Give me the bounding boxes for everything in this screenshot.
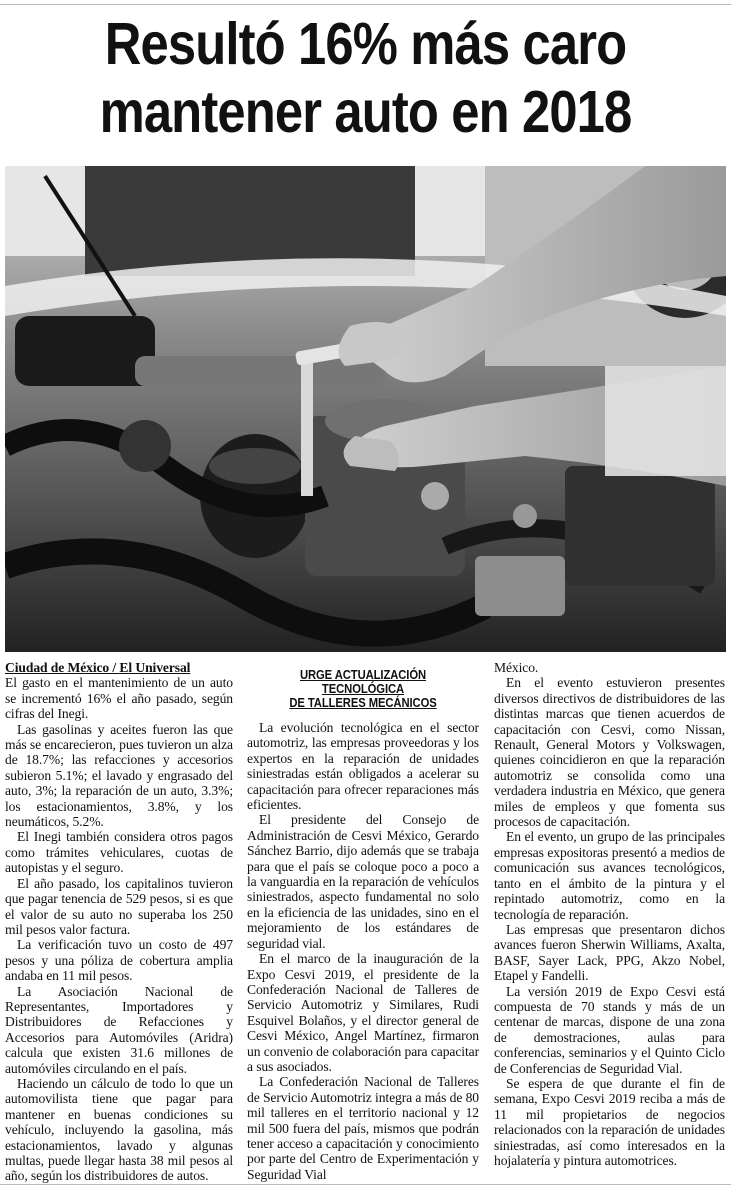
subheadline <box>259 668 468 710</box>
paragraph: La versión 2019 de Expo Cesvi está compuesta de 70 stands y más de un centenar de marcas, dispone de una zona de demostraciones, aulas para conferencias, seminarios y el Quinto Ciclo de Conferencias de Seguridad Vial. <box>494 983 725 1076</box>
subheadline-line-1: URGE ACTUALIZACIÓN TECNOLÓGICA <box>299 668 427 696</box>
paragraph: En el evento estuvieron presentes diversos directivos de distribuidores de las distintas marcas que tienen acuerdos de capacitación con Cesvi, como Nissan, Renault, General Motors y Volkswagen, quienes coincidieron en que la reparación automotriz se consolida como una verdadera industria en México, que genera miles de empleos y que fomenta sus procesos de capacitación. <box>494 675 725 830</box>
paragraph: Haciendo un cálculo de todo lo que un automovilista tiene que pagar para mantener en buenas condiciones su vehículo, incluyendo la gasolina, más estacionamientos, lavado y algunas multas, puede llegar hasta 38 mil pesos al año, según los distribuidores de autos. <box>5 1075 233 1184</box>
top-rule <box>0 4 731 5</box>
paragraph: La Asociación Nacional de Representantes, Importadores y Distribuidores de Refacciones y Accesorios para Automóviles (Aridra) calcula que existen 31.6 millones de automóviles circulando en el país. <box>5 983 233 1076</box>
paragraph: La verificación tuvo un costo de 497 pesos y una póliza de cobertura amplia andaba en 11 mil pesos. <box>5 937 233 984</box>
paragraph: Las gasolinas y aceites fueron las que más se encarecieron, pues tuvieron un alza de 18.7%; las refacciones y accesorios subieron 5.1%; el lavado y engrasado del auto, 3%; la reparación de un auto, 3.3%; los estacionamientos, 3.8%, y los neumáticos, 5.2%. <box>5 721 233 830</box>
paragraph: México. <box>494 660 539 675</box>
paragraph: En el evento, un grupo de las principales empresas expositoras presentó a medios de comunicación sus avances tecnológicos, tanto en el ámbito de la pintura y el repintado automotriz, como en la tecnología de reparación. <box>494 829 725 922</box>
headline-line-1: Resultó 16% más caro <box>104 11 627 77</box>
paragraph: El presidente del Consejo de Administración de Cesvi México, Gerardo Sánchez Barrio, dijo además que se trabaja para que el país se coloque poco a poco a la vanguardia en la reparación de vehículos siniestrados, aspecto fundamental no solo en la eficiencia de las unidades, sino en el mejoramiento de los estándares de seguridad vial. <box>247 812 479 951</box>
paragraph: El Inegi también considera otros pagos como trámites vehiculares, cuotas de autopistas y el seguro. <box>5 829 233 876</box>
dateline: Ciudad de México / El Universal <box>5 660 191 675</box>
paragraph: La Confederación Nacional de Talleres de Servicio Automotriz integra a más de 80 mil talleres en el territorio nacional y 12 mil 500 fuera del país, mismos que podrán tener acceso a capacitación y conocimiento por parte del Centro de Experimentación y Seguridad Vial <box>247 1074 479 1182</box>
subheadline-line-2: DE TALLERES MECÁNICOS <box>289 696 437 710</box>
paragraph: El año pasado, los capitalinos tuvieron que pagar tenencia de 529 pesos, si es que el valor de su auto no superaba los 250 mil pesos valor factura. <box>5 875 233 937</box>
paragraph: Las empresas que presentaron dichos avances fueron Sherwin Williams, Axalta, BASF, Sayer Lack, PPG, Akzo Nobel, Etapel y Fandelli. <box>494 921 725 984</box>
headline-line-2: mantener auto en 2018 <box>99 79 632 145</box>
column-1 <box>5 660 233 1184</box>
bottom-rule <box>0 1184 731 1185</box>
column-3 <box>494 660 725 1168</box>
paragraph: En el marco de la inauguración de la Expo Cesvi 2019, el presidente de la Confederación Nacional de Talleres de Servicio Automotriz y Similares, Rudi Esquivel Bolaños, y el director general de Cesvi México, Angel Martínez, firmaron un convenio de colaboración para capacitar a sus asociados. <box>247 951 479 1074</box>
paragraph: La evolución tecnológica en el sector automotriz, las empresas proveedoras y los expertos en la reparación de unidades siniestradas están obligados a acelerar su capacitación para ofrecer reparaciones más eficientes. <box>247 720 479 813</box>
paragraph: El gasto en el mantenimiento de un auto se incrementó 16% el año pasado, según cifras del Inegi. <box>5 675 233 722</box>
engine-repair-photo <box>5 166 726 652</box>
paragraph: Se espera de que durante el fin de semana, Expo Cesvi 2019 reciba a más de 11 mil propietarios de negocios relacionados con la reparación de unidades siniestradas, así como interesados en la hojalatería y pintura automotrices. <box>494 1075 725 1168</box>
headline <box>51 10 680 146</box>
column-2 <box>247 668 479 1182</box>
